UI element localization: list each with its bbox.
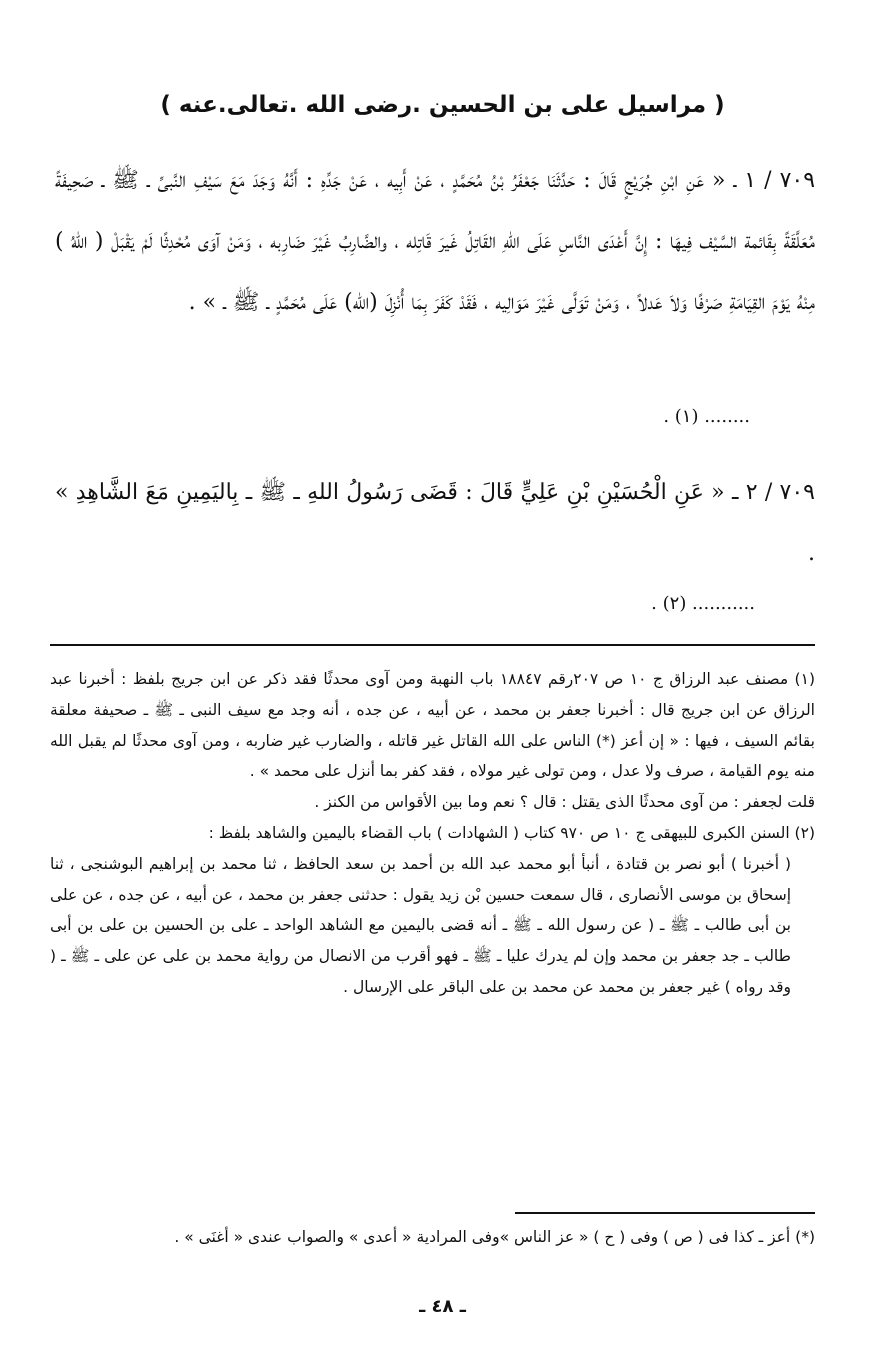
star-note-divider — [515, 1212, 815, 1214]
hadith-709-1: ٧٠٩ / ١ ـ « عَنِ ابْنِ جُرَيْجٍ قَالَ : حَدَّثَنَا جَعْفَرُ بْنُ مُحَمَّدٍ ، عَنْ أَبِيه ، عَنْ جَدِّهِ : أَنَّهُ وَجَدَ مَعَ سَيْفِ النَّبىِّ ـ ﷺ ـ صَحِيفَةً مُعَلَّقَةً بِقَائمة السَّيْف فِيهَا : إِنَّ أَعْدَى النَّاسِ عَلَى اللهِ القَاتِلُ غَيرَ قَاتِله ، والضَّارِبُ غَيْرَ ضَارِبه ، وَمَنْ آوَى مُحْدِثًا لَمْ يَقْبَلْ ( اللهُ ) مِنْهُ يَوْمَ القِيَامَةِ صَرْفًا وَلاَ عَدلاً ، وَمَنْ تَوَلَّى غَيْرَ مَوَالِيه ، فَقَدْ كَفَرَ بِمَا أُنْزِلَ (الله) عَلَى مُحَمَّدٍ ـ ﷺ ـ » . — [55, 168, 816, 315]
footnote-2: (٢) السنن الكبرى للبيهقى ج ١٠ ص ٩٧٠ كتاب ( الشهادات ) باب القضاء باليمين والشاهد بلفظ : — [208, 823, 815, 842]
footnote-ref-2: ........... (٢) . — [651, 593, 755, 614]
footnote-1-comment: قلت لجعفر : من آوى محدثًا الذى يقتل : قال ؟ نعم وما بين الأقواس من الكنز . — [314, 793, 815, 812]
chapter-title: ( مراسيل على بن الحسين .رضى الله .تعالى.عنه ) — [160, 92, 725, 118]
star-note: (*) أعز ـ كذا فى ( ص ) وفى ( ح ) « عز الناس »وفى المرادية « أعدى » والصواب عندى « أغنَى » . — [174, 1228, 815, 1246]
footnotes — [50, 664, 815, 1003]
footnote-ref-1: ........ (١) . — [663, 406, 750, 427]
footnote-2-text: ( أخبرنا ) أبو نصر بن قتادة ، أنبأ أبو محمد عبد الله بن أحمد بن سعد الحافظ ، ثنا محمد بن إبراهيم البوشنجى ، ثنا إسحاق بن موسى الأنصارى ، قال سمعت حسين بْن زيد يقول : حدثنى جعفر بن محمد ، عن أبيه ، عن جده ، عن على بن أبى طالب ـ ﷺ ـ ( عن رسول الله ـ ﷺ ـ أنه قضى باليمين مع الشاهد الواحد ـ على بن الحسين بن على بن أبى طالب ـ جد جعفر بن محمد وإن لم يدرك عليا ـ ﷺ ـ فهو أقرب من الانصال من رواية محمد بن على عن على ـ ﷺ ـ ( وقد رواه ) غير جعفر بن محمد عن محمد بن على الباقر على الإرسال . — [50, 854, 791, 996]
hadith-709-2: ٧٠٩ / ٢ ـ « عَنِ الْحُسَيْنِ بْنِ عَلِيٍّ قَالَ : قَضَى رَسُولُ اللهِ ـ ﷺ ـ بِاليَمِينِ مَعَ الشَّاهِدِ » . — [55, 480, 815, 566]
footnote-divider — [50, 644, 815, 646]
page-number: ـ ٤٨ ـ — [419, 1296, 466, 1317]
footnote-1: (١) مصنف عبد الرزاق ج ١٠ ص ٢٠٧رقم ١٨٨٤٧ باب النهبة ومن آوى محدثًا فقد ذكر عن ابن جريج بلفظ : أخبرنا عبد الرزاق عن ابن جريج قال : أخبرنا جعفر بن محمد ، عن أبيه ، عن جده ، أنه وجد مع سيف النبى ـ ﷺ ـ صحيفة معلقة بقائم السيف ، فيها : « إن أعز (*) الناس على الله القاتل غير قاتله ، والضارب غير ضاربه ، ومن آوى محدثًا لم يقبل الله منه يوم القيامة ، صرف ولا عدل ، ومن تولى غير مولاه ، فقد كفر بما أنزل على محمد » . — [50, 670, 815, 781]
